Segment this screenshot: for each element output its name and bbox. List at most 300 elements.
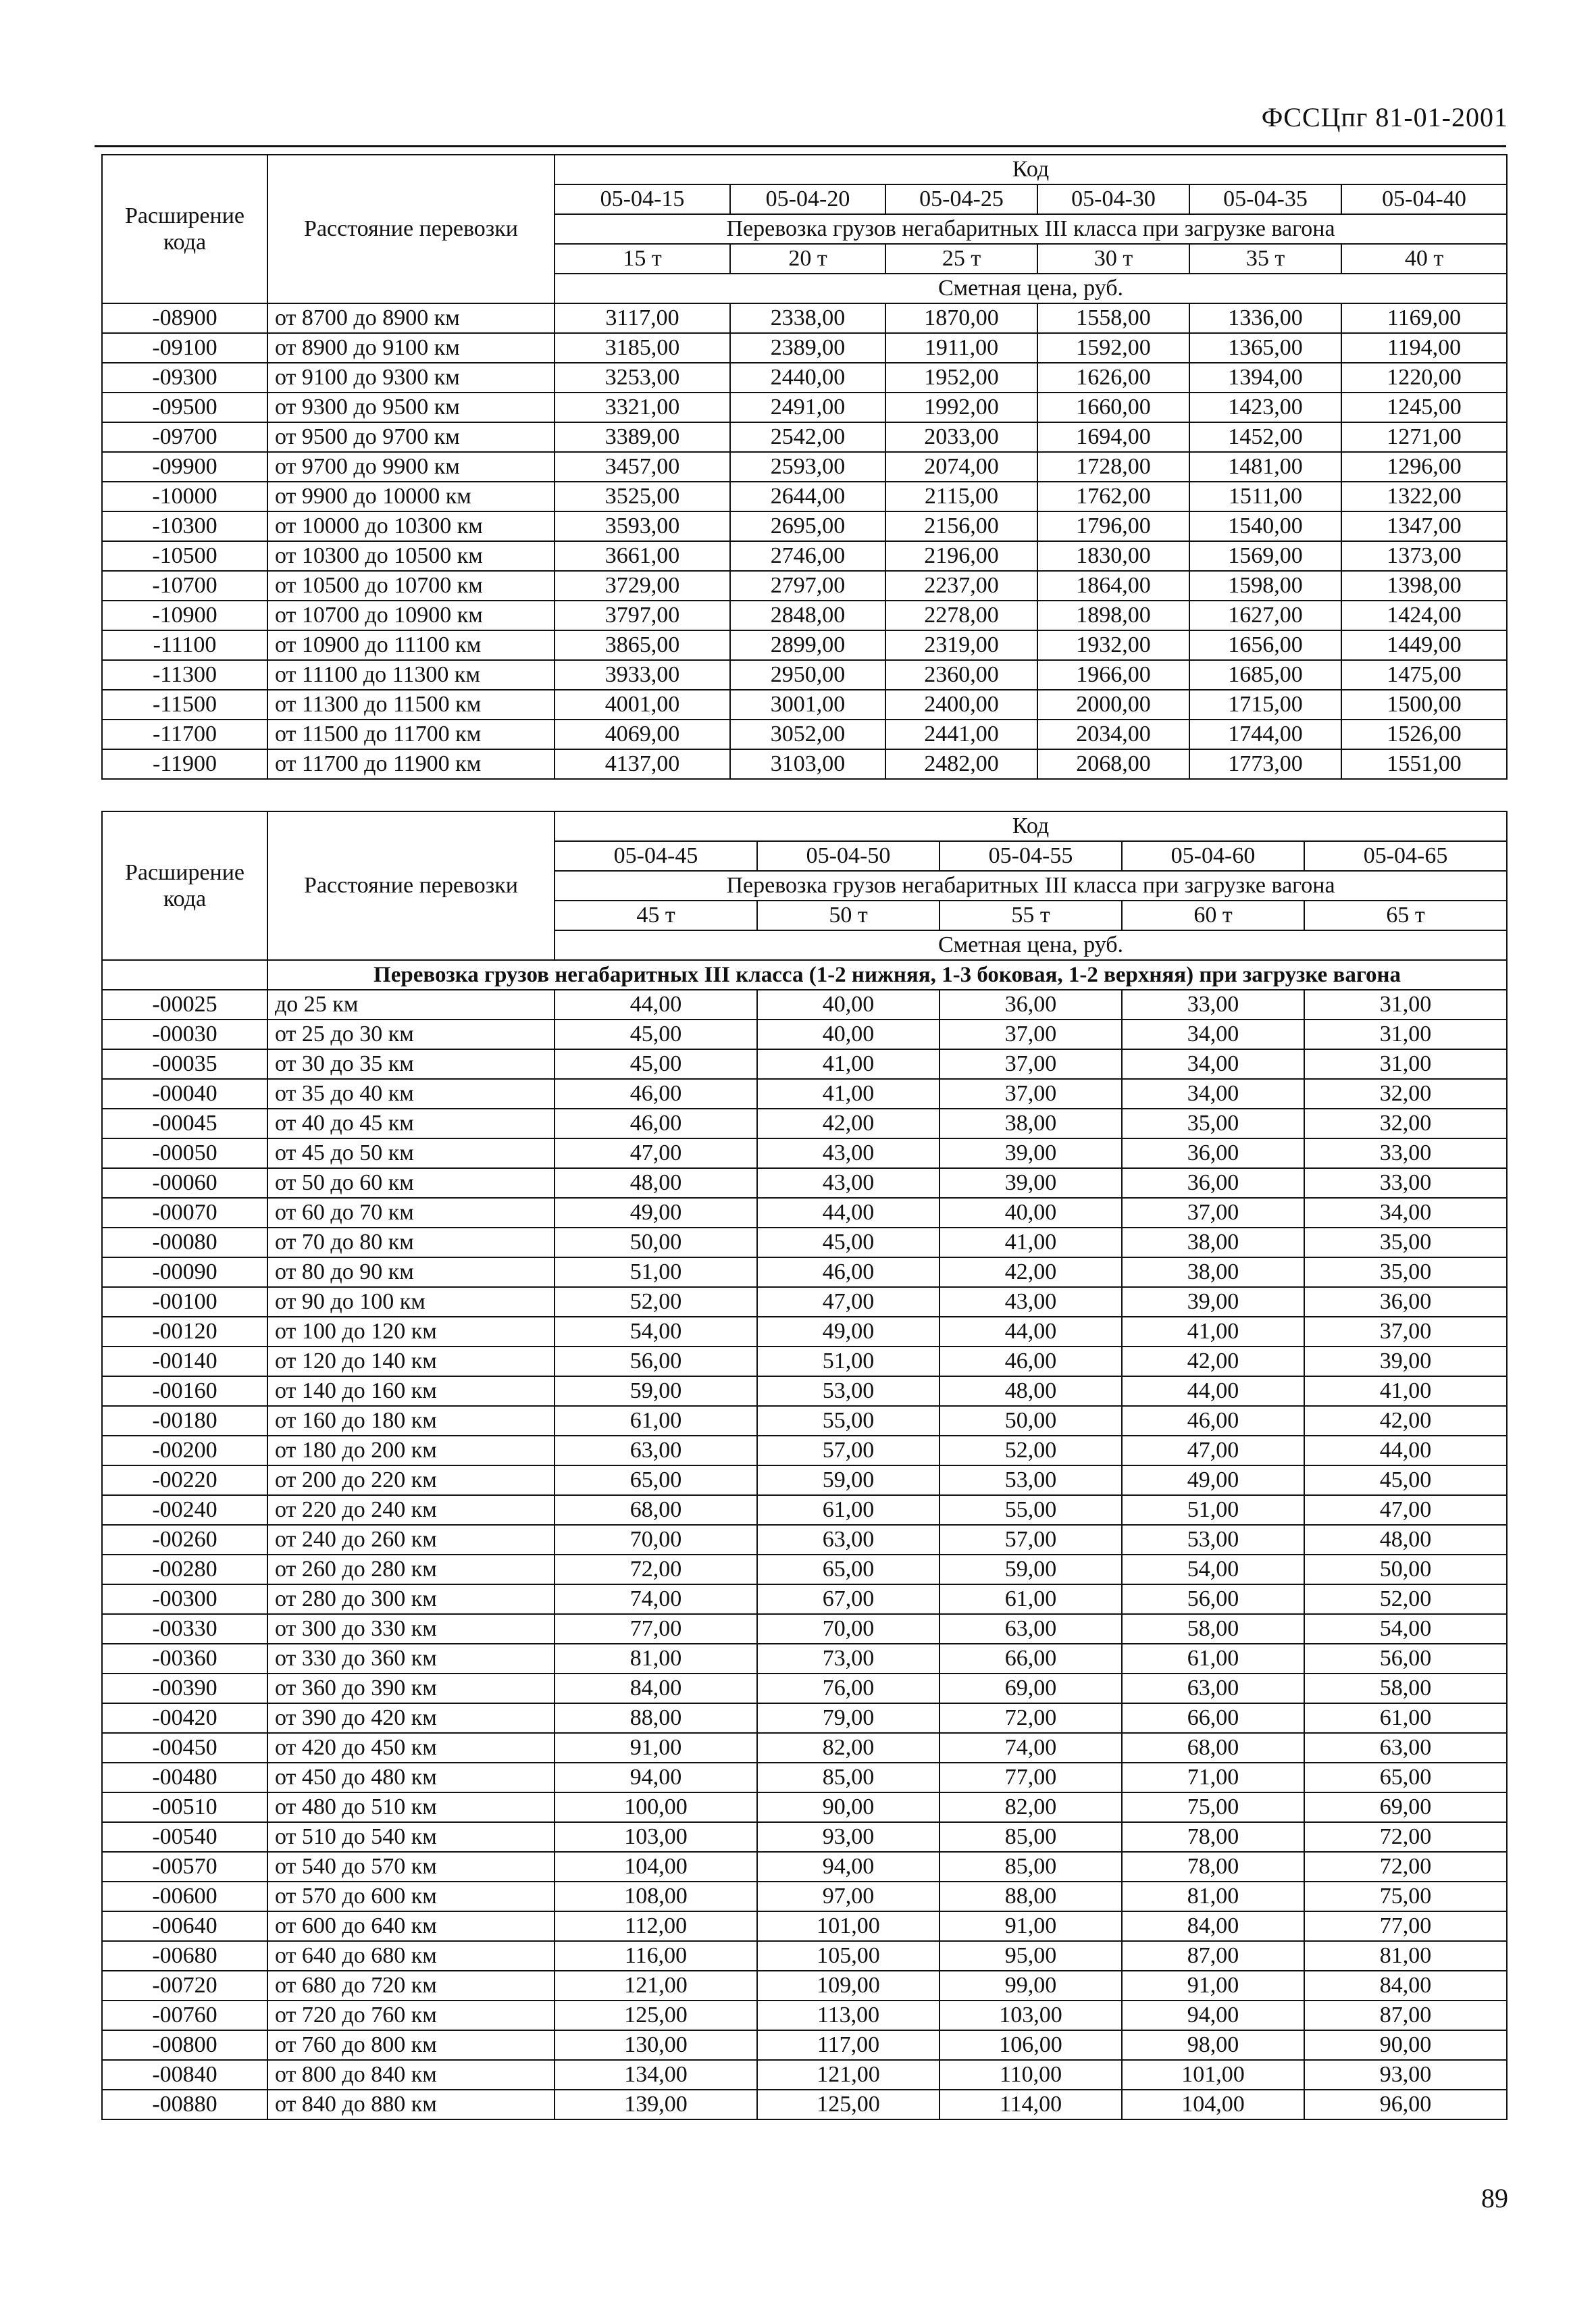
price-cell: 1424,00 bbox=[1341, 601, 1507, 630]
price-cell: 3103,00 bbox=[730, 749, 885, 779]
table-row bbox=[102, 1347, 1507, 1376]
code-extension-cell: -00180 bbox=[102, 1406, 267, 1436]
price-cell: 46,00 bbox=[757, 1257, 939, 1287]
code-extension-cell: -00040 bbox=[102, 1079, 267, 1109]
price-cell: 2644,00 bbox=[730, 482, 885, 511]
price-cell: 68,00 bbox=[1122, 1733, 1304, 1763]
price-cell: 44,00 bbox=[555, 990, 757, 1020]
price-cell: 1773,00 bbox=[1189, 749, 1341, 779]
price-cell: 73,00 bbox=[757, 1644, 939, 1674]
price-cell: 39,00 bbox=[1304, 1347, 1507, 1376]
code-header: 05-04-20 bbox=[730, 184, 885, 214]
price-cell: 90,00 bbox=[757, 1792, 939, 1822]
price-cell: 74,00 bbox=[555, 1584, 757, 1614]
price-cell: 93,00 bbox=[1304, 2060, 1507, 2090]
price-cell: 54,00 bbox=[555, 1317, 757, 1347]
price-cell: 63,00 bbox=[555, 1436, 757, 1465]
code-extension-cell: -00045 bbox=[102, 1109, 267, 1138]
document-code: ФССЦпг 81-01-2001 bbox=[1261, 102, 1508, 132]
price-cell: 1481,00 bbox=[1189, 452, 1341, 482]
price-cell: 45,00 bbox=[555, 1020, 757, 1049]
column-header-distance: Расстояние перевозки bbox=[267, 811, 555, 960]
table-row bbox=[102, 1822, 1507, 1852]
table-row bbox=[102, 393, 1507, 422]
distance-cell: от 9300 до 9500 км bbox=[267, 393, 555, 422]
code-extension-cell: -00840 bbox=[102, 2060, 267, 2090]
table-row bbox=[102, 1079, 1507, 1109]
price-cell: 49,00 bbox=[555, 1198, 757, 1228]
price-cell: 49,00 bbox=[1122, 1465, 1304, 1495]
price-cell: 31,00 bbox=[1304, 1020, 1507, 1049]
price-cell: 3457,00 bbox=[555, 452, 730, 482]
price-cell: 1932,00 bbox=[1037, 630, 1189, 660]
price-cell: 63,00 bbox=[757, 1525, 939, 1555]
price-cell: 82,00 bbox=[757, 1733, 939, 1763]
price-cell: 35,00 bbox=[1304, 1228, 1507, 1257]
distance-cell: от 11700 до 11900 км bbox=[267, 749, 555, 779]
price-cell: 54,00 bbox=[1122, 1555, 1304, 1584]
distance-cell: от 9700 до 9900 км bbox=[267, 452, 555, 482]
code-extension-cell: -00360 bbox=[102, 1644, 267, 1674]
price-cell: 2389,00 bbox=[730, 333, 885, 363]
code-extension-cell: -00720 bbox=[102, 1971, 267, 2001]
price-cell: 2196,00 bbox=[885, 541, 1037, 571]
price-cell: 1322,00 bbox=[1341, 482, 1507, 511]
distance-cell: от 720 до 760 км bbox=[267, 2001, 555, 2030]
price-cell: 61,00 bbox=[555, 1406, 757, 1436]
price-cell: 63,00 bbox=[1304, 1733, 1507, 1763]
price-cell: 43,00 bbox=[757, 1168, 939, 1198]
distance-cell: от 9500 до 9700 км bbox=[267, 422, 555, 452]
code-extension-cell: -10000 bbox=[102, 482, 267, 511]
price-cell: 134,00 bbox=[555, 2060, 757, 2090]
distance-cell: от 450 до 480 км bbox=[267, 1763, 555, 1792]
price-cell: 2695,00 bbox=[730, 511, 885, 541]
price-cell: 2593,00 bbox=[730, 452, 885, 482]
price-cell: 79,00 bbox=[757, 1703, 939, 1733]
price-cell: 101,00 bbox=[1122, 2060, 1304, 2090]
price-cell: 103,00 bbox=[939, 2001, 1122, 2030]
price-cell: 91,00 bbox=[939, 1911, 1122, 1941]
code-extension-cell: -00680 bbox=[102, 1941, 267, 1971]
price-cell: 1540,00 bbox=[1189, 511, 1341, 541]
price-cell: 91,00 bbox=[555, 1733, 757, 1763]
price-cell: 93,00 bbox=[757, 1822, 939, 1852]
load-header: 15 т bbox=[555, 244, 730, 274]
price-cell: 2482,00 bbox=[885, 749, 1037, 779]
price-cell: 1626,00 bbox=[1037, 363, 1189, 393]
code-extension-cell: -00220 bbox=[102, 1465, 267, 1495]
price-cell: 1271,00 bbox=[1341, 422, 1507, 452]
distance-cell: от 800 до 840 км bbox=[267, 2060, 555, 2090]
price-cell: 44,00 bbox=[1122, 1376, 1304, 1406]
price-cell: 1694,00 bbox=[1037, 422, 1189, 452]
distance-cell: от 480 до 510 км bbox=[267, 1792, 555, 1822]
price-cell: 40,00 bbox=[939, 1198, 1122, 1228]
price-cell: 95,00 bbox=[939, 1941, 1122, 1971]
price-cell: 34,00 bbox=[1304, 1198, 1507, 1228]
price-cell: 85,00 bbox=[757, 1763, 939, 1792]
price-cell: 4001,00 bbox=[555, 690, 730, 720]
price-cell: 100,00 bbox=[555, 1792, 757, 1822]
distance-cell: от 11100 до 11300 км bbox=[267, 660, 555, 690]
price-cell: 3797,00 bbox=[555, 601, 730, 630]
price-cell: 85,00 bbox=[939, 1852, 1122, 1882]
price-cell: 2319,00 bbox=[885, 630, 1037, 660]
price-cell: 84,00 bbox=[1122, 1911, 1304, 1941]
price-cell: 59,00 bbox=[555, 1376, 757, 1406]
load-header: 45 т bbox=[555, 901, 757, 930]
price-cell: 74,00 bbox=[939, 1733, 1122, 1763]
table-row bbox=[102, 1674, 1507, 1703]
price-cell: 57,00 bbox=[757, 1436, 939, 1465]
price-cell: 97,00 bbox=[757, 1882, 939, 1911]
price-cell: 2278,00 bbox=[885, 601, 1037, 630]
code-extension-cell: -00050 bbox=[102, 1138, 267, 1168]
price-cell: 41,00 bbox=[939, 1228, 1122, 1257]
price-cell: 77,00 bbox=[1304, 1911, 1507, 1941]
distance-cell: от 640 до 680 км bbox=[267, 1941, 555, 1971]
table-row bbox=[102, 1763, 1507, 1792]
code-header: 05-04-65 bbox=[1304, 841, 1507, 871]
table-row bbox=[102, 1495, 1507, 1525]
price-cell: 1296,00 bbox=[1341, 452, 1507, 482]
code-extension-cell: -00800 bbox=[102, 2030, 267, 2060]
price-cell: 65,00 bbox=[1304, 1763, 1507, 1792]
load-header: 50 т bbox=[757, 901, 939, 930]
distance-cell: от 8700 до 8900 км bbox=[267, 303, 555, 333]
price-cell: 1423,00 bbox=[1189, 393, 1341, 422]
price-cell: 3052,00 bbox=[730, 720, 885, 749]
distance-cell: от 100 до 120 км bbox=[267, 1317, 555, 1347]
price-cell: 99,00 bbox=[939, 1971, 1122, 2001]
code-header: 05-04-25 bbox=[885, 184, 1037, 214]
price-cell: 69,00 bbox=[939, 1674, 1122, 1703]
price-cell: 3117,00 bbox=[555, 303, 730, 333]
price-cell: 50,00 bbox=[939, 1406, 1122, 1436]
table-row bbox=[102, 1138, 1507, 1168]
price-cell: 75,00 bbox=[1304, 1882, 1507, 1911]
distance-cell: от 40 до 45 км bbox=[267, 1109, 555, 1138]
price-cell: 90,00 bbox=[1304, 2030, 1507, 2060]
price-cell: 77,00 bbox=[939, 1763, 1122, 1792]
code-extension-cell: -00880 bbox=[102, 2090, 267, 2119]
price-cell: 104,00 bbox=[1122, 2090, 1304, 2119]
price-cell: 101,00 bbox=[757, 1911, 939, 1941]
price-cell: 2899,00 bbox=[730, 630, 885, 660]
price-cell: 34,00 bbox=[1122, 1079, 1304, 1109]
price-cell: 1169,00 bbox=[1341, 303, 1507, 333]
table-row bbox=[102, 1109, 1507, 1138]
price-cell: 40,00 bbox=[757, 990, 939, 1020]
price-cell: 2441,00 bbox=[885, 720, 1037, 749]
table-row bbox=[102, 749, 1507, 779]
price-cell: 44,00 bbox=[1304, 1436, 1507, 1465]
price-cell: 82,00 bbox=[939, 1792, 1122, 1822]
price-cell: 55,00 bbox=[757, 1406, 939, 1436]
code-extension-cell: -11300 bbox=[102, 660, 267, 690]
price-cell: 50,00 bbox=[555, 1228, 757, 1257]
price-cell: 39,00 bbox=[939, 1168, 1122, 1198]
price-cell: 2074,00 bbox=[885, 452, 1037, 482]
table-row bbox=[102, 1198, 1507, 1228]
distance-cell: от 540 до 570 км bbox=[267, 1852, 555, 1882]
table-row bbox=[102, 1257, 1507, 1287]
code-extension-cell: -00090 bbox=[102, 1257, 267, 1287]
distance-cell: от 9900 до 10000 км bbox=[267, 482, 555, 511]
table-row bbox=[102, 1852, 1507, 1882]
price-cell: 109,00 bbox=[757, 1971, 939, 2001]
code-extension-cell: -00070 bbox=[102, 1198, 267, 1228]
price-cell: 43,00 bbox=[939, 1287, 1122, 1317]
distance-cell: от 10900 до 11100 км bbox=[267, 630, 555, 660]
distance-cell: от 180 до 200 км bbox=[267, 1436, 555, 1465]
price-cell: 1500,00 bbox=[1341, 690, 1507, 720]
price-cell: 96,00 bbox=[1304, 2090, 1507, 2119]
price-cell: 91,00 bbox=[1122, 1971, 1304, 2001]
price-cell: 84,00 bbox=[555, 1674, 757, 1703]
price-cell: 47,00 bbox=[1304, 1495, 1507, 1525]
code-extension-cell: -00060 bbox=[102, 1168, 267, 1198]
distance-cell: от 420 до 450 км bbox=[267, 1733, 555, 1763]
price-cell: 106,00 bbox=[939, 2030, 1122, 2060]
price-cell: 3001,00 bbox=[730, 690, 885, 720]
price-cell: 51,00 bbox=[1122, 1495, 1304, 1525]
price-cell: 1220,00 bbox=[1341, 363, 1507, 393]
code-extension-cell: -00080 bbox=[102, 1228, 267, 1257]
empty-cell bbox=[102, 960, 267, 990]
distance-cell: от 260 до 280 км bbox=[267, 1555, 555, 1584]
price-cell: 41,00 bbox=[1122, 1317, 1304, 1347]
code-extension-cell: -00025 bbox=[102, 990, 267, 1020]
table-row bbox=[102, 333, 1507, 363]
code-extension-cell: -11900 bbox=[102, 749, 267, 779]
table-row bbox=[102, 511, 1507, 541]
price-cell: 53,00 bbox=[1122, 1525, 1304, 1555]
load-header: 25 т bbox=[885, 244, 1037, 274]
price-cell: 1558,00 bbox=[1037, 303, 1189, 333]
price-cell: 1452,00 bbox=[1189, 422, 1341, 452]
price-cell: 36,00 bbox=[1122, 1168, 1304, 1198]
price-cell: 47,00 bbox=[757, 1287, 939, 1317]
price-cell: 105,00 bbox=[757, 1941, 939, 1971]
distance-cell: от 8900 до 9100 км bbox=[267, 333, 555, 363]
price-cell: 1656,00 bbox=[1189, 630, 1341, 660]
code-extension-cell: -09300 bbox=[102, 363, 267, 393]
price-cell: 54,00 bbox=[1304, 1614, 1507, 1644]
price-cell: 1796,00 bbox=[1037, 511, 1189, 541]
price-cell: 69,00 bbox=[1304, 1792, 1507, 1822]
price-cell: 76,00 bbox=[757, 1674, 939, 1703]
price-cell: 38,00 bbox=[1122, 1257, 1304, 1287]
price-cell: 72,00 bbox=[555, 1555, 757, 1584]
price-cell: 1911,00 bbox=[885, 333, 1037, 363]
price-cell: 3525,00 bbox=[555, 482, 730, 511]
price-cell: 65,00 bbox=[757, 1555, 939, 1584]
distance-cell: от 35 до 40 км bbox=[267, 1079, 555, 1109]
code-extension-cell: -00035 bbox=[102, 1049, 267, 1079]
price-cell: 1475,00 bbox=[1341, 660, 1507, 690]
price-cell: 2848,00 bbox=[730, 601, 885, 630]
distance-cell: от 90 до 100 км bbox=[267, 1287, 555, 1317]
price-cell: 2491,00 bbox=[730, 393, 885, 422]
table-row bbox=[102, 1525, 1507, 1555]
price-cell: 125,00 bbox=[555, 2001, 757, 2030]
price-cell: 52,00 bbox=[1304, 1584, 1507, 1614]
load-header: 65 т bbox=[1304, 901, 1507, 930]
price-cell: 81,00 bbox=[1304, 1941, 1507, 1971]
price-cell: 61,00 bbox=[757, 1495, 939, 1525]
code-extension-cell: -10500 bbox=[102, 541, 267, 571]
distance-cell: от 10700 до 10900 км bbox=[267, 601, 555, 630]
price-cell: 3729,00 bbox=[555, 571, 730, 601]
price-cell: 1744,00 bbox=[1189, 720, 1341, 749]
price-cell: 49,00 bbox=[757, 1317, 939, 1347]
column-header-distance: Расстояние перевозки bbox=[267, 155, 555, 303]
price-cell: 72,00 bbox=[939, 1703, 1122, 1733]
distance-cell: от 60 до 70 км bbox=[267, 1198, 555, 1228]
table-row bbox=[102, 452, 1507, 482]
price-cell: 44,00 bbox=[939, 1317, 1122, 1347]
price-cell: 32,00 bbox=[1304, 1109, 1507, 1138]
price-cell: 112,00 bbox=[555, 1911, 757, 1941]
code-extension-cell: -00450 bbox=[102, 1733, 267, 1763]
price-cell: 2237,00 bbox=[885, 571, 1037, 601]
load-header: 20 т bbox=[730, 244, 885, 274]
price-cell: 2542,00 bbox=[730, 422, 885, 452]
distance-cell: от 760 до 800 км bbox=[267, 2030, 555, 2060]
code-extension-cell: -08900 bbox=[102, 303, 267, 333]
distance-cell: от 30 до 35 км bbox=[267, 1049, 555, 1079]
code-extension-cell: -00300 bbox=[102, 1584, 267, 1614]
distance-cell: от 300 до 330 км bbox=[267, 1614, 555, 1644]
table-row bbox=[102, 2001, 1507, 2030]
price-cell: 2033,00 bbox=[885, 422, 1037, 452]
table-row bbox=[102, 1020, 1507, 1049]
table-row bbox=[102, 1792, 1507, 1822]
price-cell: 45,00 bbox=[757, 1228, 939, 1257]
price-cell: 94,00 bbox=[1122, 2001, 1304, 2030]
table-row bbox=[102, 1436, 1507, 1465]
price-cell: 1526,00 bbox=[1341, 720, 1507, 749]
price-cell: 1864,00 bbox=[1037, 571, 1189, 601]
price-cell: 58,00 bbox=[1304, 1674, 1507, 1703]
code-header: 05-04-40 bbox=[1341, 184, 1507, 214]
price-cell: 4137,00 bbox=[555, 749, 730, 779]
price-cell: 1728,00 bbox=[1037, 452, 1189, 482]
price-cell: 71,00 bbox=[1122, 1763, 1304, 1792]
price-cell: 78,00 bbox=[1122, 1822, 1304, 1852]
price-cell: 3593,00 bbox=[555, 511, 730, 541]
price-cell: 1551,00 bbox=[1341, 749, 1507, 779]
table-row bbox=[102, 1376, 1507, 1406]
table-row bbox=[102, 1882, 1507, 1911]
code-extension-cell: -00120 bbox=[102, 1317, 267, 1347]
code-group-header: Код bbox=[555, 811, 1507, 841]
distance-cell: от 360 до 390 км bbox=[267, 1674, 555, 1703]
table-row bbox=[102, 571, 1507, 601]
price-cell: 3933,00 bbox=[555, 660, 730, 690]
code-extension-cell: -00570 bbox=[102, 1852, 267, 1882]
table-row bbox=[102, 690, 1507, 720]
code-extension-cell: -00480 bbox=[102, 1763, 267, 1792]
code-extension-cell: -00140 bbox=[102, 1347, 267, 1376]
price-cell: 33,00 bbox=[1304, 1138, 1507, 1168]
distance-cell: от 11300 до 11500 км bbox=[267, 690, 555, 720]
price-cell: 41,00 bbox=[1304, 1376, 1507, 1406]
price-cell: 37,00 bbox=[1304, 1317, 1507, 1347]
distance-cell: от 45 до 50 км bbox=[267, 1138, 555, 1168]
price-cell: 67,00 bbox=[757, 1584, 939, 1614]
distance-cell: от 240 до 260 км bbox=[267, 1525, 555, 1555]
price-cell: 56,00 bbox=[1304, 1644, 1507, 1674]
price-cell: 1569,00 bbox=[1189, 541, 1341, 571]
price-cell: 75,00 bbox=[1122, 1792, 1304, 1822]
table-row bbox=[102, 1971, 1507, 2001]
distance-cell: от 390 до 420 км bbox=[267, 1703, 555, 1733]
table-row bbox=[102, 422, 1507, 452]
distance-cell: от 220 до 240 км bbox=[267, 1495, 555, 1525]
price-cell: 1592,00 bbox=[1037, 333, 1189, 363]
code-extension-cell: -00100 bbox=[102, 1287, 267, 1317]
price-header: Сметная цена, руб. bbox=[555, 274, 1507, 303]
price-cell: 40,00 bbox=[757, 1020, 939, 1049]
price-cell: 2338,00 bbox=[730, 303, 885, 333]
price-cell: 81,00 bbox=[555, 1644, 757, 1674]
price-cell: 56,00 bbox=[1122, 1584, 1304, 1614]
price-cell: 55,00 bbox=[939, 1495, 1122, 1525]
price-cell: 84,00 bbox=[1304, 1971, 1507, 2001]
column-header-code-extension: Расширение кода bbox=[102, 155, 267, 303]
price-cell: 3865,00 bbox=[555, 630, 730, 660]
table-row bbox=[102, 1168, 1507, 1198]
header-rule bbox=[95, 145, 1506, 147]
price-cell: 38,00 bbox=[1122, 1228, 1304, 1257]
price-cell: 103,00 bbox=[555, 1822, 757, 1852]
price-cell: 61,00 bbox=[1122, 1644, 1304, 1674]
price-cell: 66,00 bbox=[939, 1644, 1122, 1674]
load-header: 55 т bbox=[939, 901, 1122, 930]
price-cell: 139,00 bbox=[555, 2090, 757, 2119]
price-cell: 1347,00 bbox=[1341, 511, 1507, 541]
price-cell: 88,00 bbox=[555, 1703, 757, 1733]
column-header-code-extension: Расширение кода bbox=[102, 811, 267, 960]
price-cell: 33,00 bbox=[1122, 990, 1304, 1020]
code-extension-cell: -11700 bbox=[102, 720, 267, 749]
price-cell: 121,00 bbox=[757, 2060, 939, 2090]
price-cell: 42,00 bbox=[1122, 1347, 1304, 1376]
price-cell: 2115,00 bbox=[885, 482, 1037, 511]
price-cell: 85,00 bbox=[939, 1822, 1122, 1852]
price-cell: 43,00 bbox=[757, 1138, 939, 1168]
price-cell: 63,00 bbox=[939, 1614, 1122, 1644]
price-cell: 51,00 bbox=[555, 1257, 757, 1287]
price-cell: 52,00 bbox=[939, 1436, 1122, 1465]
code-header: 05-04-55 bbox=[939, 841, 1122, 871]
price-cell: 44,00 bbox=[757, 1198, 939, 1228]
price-cell: 46,00 bbox=[555, 1109, 757, 1138]
price-cell: 113,00 bbox=[757, 2001, 939, 2030]
price-cell: 46,00 bbox=[939, 1347, 1122, 1376]
price-cell: 94,00 bbox=[757, 1852, 939, 1882]
price-cell: 36,00 bbox=[1304, 1287, 1507, 1317]
price-cell: 61,00 bbox=[1304, 1703, 1507, 1733]
price-cell: 98,00 bbox=[1122, 2030, 1304, 2060]
table-row bbox=[102, 363, 1507, 393]
price-cell: 68,00 bbox=[555, 1495, 757, 1525]
price-cell: 45,00 bbox=[1304, 1465, 1507, 1495]
price-cell: 2950,00 bbox=[730, 660, 885, 690]
